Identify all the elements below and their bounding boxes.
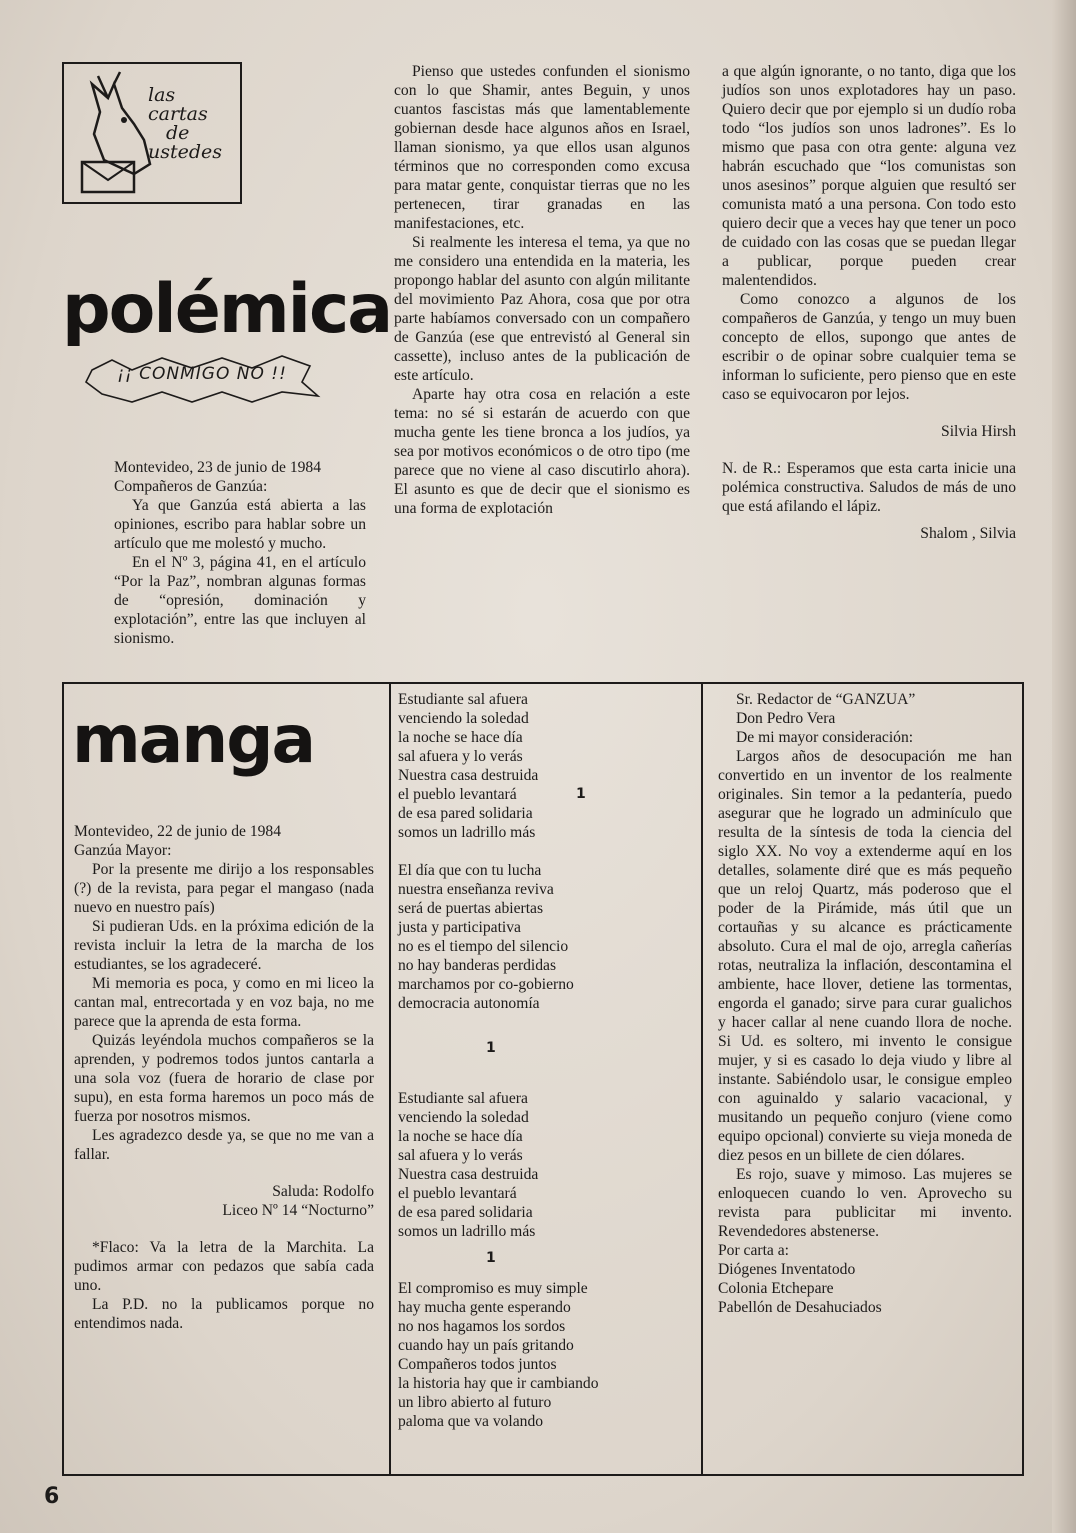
section-logo [62, 62, 242, 204]
letter1-salutation: Compañeros de Ganzúa: [114, 478, 268, 495]
column-divider [389, 682, 391, 1476]
chorus-marker: 1 [576, 786, 586, 802]
letter1-signature: Silvia Hirsh [941, 423, 1016, 440]
letter2-salutation: Ganzúa Mayor: [74, 842, 172, 859]
lyric-line: hay mucha gente esperando [398, 1299, 571, 1316]
song-stanza [398, 861, 688, 1013]
lyric-line: democracia autonomía [398, 995, 540, 1012]
lyric-line: Estudiante sal afuera [398, 691, 528, 708]
song-stanza [398, 1089, 688, 1241]
lyric-line: no nos hagamos los sordos [398, 1318, 566, 1335]
lyric-line: la noche se hace día [398, 729, 523, 746]
song-stanza [398, 1279, 688, 1431]
letter3-contact: Pabellón de Desahuciados [718, 1299, 882, 1316]
letter1-column2 [394, 62, 690, 518]
letter1-date: Montevideo, 23 de junio de 1984 [114, 459, 322, 476]
lyric-line: El día que con tu lucha [398, 862, 542, 879]
letter2-paragraph: Por la presente me dirijo a los responsables (?) de la revista, para pegar el mangaso (nada nuevo en nuestro país) [74, 861, 374, 916]
lyric-line: será de puertas abiertas [398, 900, 544, 917]
letter2-paragraph: Quizás leyéndola muchos compañeros se la aprenden, y podremos todos juntos cantarla a una sola voz (fuera de horario de clase por supu), en esta forma haremos un poco más de fuerza por nosotros mismos. [74, 1032, 374, 1125]
song-stanza [398, 690, 688, 842]
lyric-line: el pueblo levantará [398, 1185, 517, 1202]
lyric-line: un libro abierto al futuro [398, 1394, 552, 1411]
letter3-contact: Colonia Etchepare [718, 1280, 834, 1297]
letter1-paragraph: Si realmente les interesa el tema, ya que no me considero una entendida en la materia, les propongo hablar del asunto con algún militante del movimiento Paz Ahora, cosa que por otra parte habíamos conversado con un compañero de Ganzúa (ese que entrevistó al General sin cassette), incluso antes de la publicación de este artículo. [394, 234, 690, 384]
section-title-manga: manga [72, 701, 315, 778]
lyric-line: Nuestra casa destruida [398, 1166, 539, 1183]
editor-note: N. de R.: Esperamos que esta carta inicie una polémica constructiva. Saludos de más de uno que está afilando el lápiz. [722, 460, 1016, 515]
lyric-line: justa y participativa [398, 919, 521, 936]
letter2-school: Liceo Nº 14 “Nocturno” [222, 1202, 374, 1219]
letter1-paragraph: Como conozco a algunos de los compañeros de Ganzúa, y tengo un muy buen concepto de ellos, supongo que antes de escribir o de opinar sobre cualquier tema se informan lo suficiente, pero pienso que en este caso se equivocaron por lejos. [722, 291, 1016, 403]
editor-note-signoff: Shalom , Silvia [920, 525, 1016, 542]
tagline-text: ¡¡ CONMIGO NO !! [117, 364, 287, 384]
letter3-contact: Por carta a: [718, 1242, 790, 1259]
lyric-line: venciendo la soledad [398, 710, 529, 727]
lyric-line: paloma que va volando [398, 1413, 544, 1430]
chorus-marker: 1 [486, 1250, 496, 1266]
lyric-line: la noche se hace día [398, 1128, 523, 1145]
letter3-addressee-name: Don Pedro Vera [736, 710, 836, 727]
letter1-paragraph: En el Nº 3, página 41, en el artículo “Por la Paz”, nombran algunas formas de “opresión, dominación y explotación”, entre las que incluyen al sionismo. [114, 554, 366, 647]
page-spine-shadow [1052, 0, 1076, 1533]
letter1-paragraph: Pienso que ustedes confunden el sionismo con lo que Shamir, antes Beguin, y unos cuantos fascistas más que lamentablemente gobiernan desde hace algunos años en Israel, llaman sionismo, ya que ellos usan algunos términos que no corresponden como excusa para matar gente, conquistar tierras que no les pertenecen, tirar granadas en las manifestaciones, etc. [394, 63, 690, 232]
chorus-marker: 1 [486, 1040, 496, 1056]
letter3-paragraph: Largos años de desocupación me han convertido en un inventor de los realmente originales. Sin temor a la pedantería, puedo asegurar que he logrado un adminículo que resulta de la síntesis de toda la ciencia del siglo XX. No voy a extenderme aquí en los detalles, solamente diré que es más pequeño que un reloj Quartz, más poderoso que el poder de la Pirámide, más útil que un cortauñas y su alcance es prácticamente absoluto. Cura el mal de ojo, arregla cañerías rotas, neutraliza la inflación, descontamina el ambiente, hace llover, detiene las tormentas, engorda el ganado; sirve para curar gualichos y hacer callar al nene cuando llora de noche. Si Ud. es soltero, mi invento le consigue mujer, y si es casado lo deja viudo y libre al instante. Sabiéndolo usar, le consigue empleo con aguinaldo y salario vacacional, y musitando un pequeño conjuro (viene como equipo opcional) convierte su vieja moneda de diez pesos en un billete de cien dólares. [718, 748, 1012, 1164]
lyric-line: marchamos por co-gobierno [398, 976, 574, 993]
lyric-line: venciendo la soledad [398, 1109, 529, 1126]
lyric-line: el pueblo levantará [398, 786, 517, 803]
letter2-paragraph: Mi memoria es poca, y como en mi liceo la cantan mal, entrecortada y en voz baja, no me parece que la aprenda de esta forma. [74, 975, 374, 1030]
letter3-contact: Diógenes Inventatodo [718, 1261, 856, 1278]
lyric-line: somos un ladrillo más [398, 824, 536, 841]
letter2-paragraph: Les agradezco desde ya, se que no me van a fallar. [74, 1127, 374, 1163]
lyric-line: sal afuera y lo verás [398, 748, 523, 765]
logo-lettering: las cartas de ustedes [148, 84, 223, 163]
letter2-column [74, 822, 374, 1333]
lyric-line: nuestra enseñanza reviva [398, 881, 554, 898]
lyric-line: Nuestra casa destruida [398, 767, 539, 784]
lyric-line: no hay banderas perdidas [398, 957, 557, 974]
lyric-line: la historia hay que ir cambiando [398, 1375, 599, 1392]
lyric-line: de esa pared solidaria [398, 1204, 533, 1221]
letter1-paragraph: Ya que Ganzúa está abierta a las opiniones, escribo para hablar sobre un artículo que me molestó y mucho. [114, 497, 366, 552]
letter1-column1 [114, 458, 366, 648]
section-title-polemica: polémica [62, 270, 392, 349]
letter2-reply: La P.D. no la publicamos porque no entendimos nada. [74, 1296, 374, 1332]
letter3-salutation: De mi mayor consideración: [736, 729, 914, 746]
letter2-reply: *Flaco: Va la letra de la Marchita. La pudimos armar con pedazos que sabía cada uno. [74, 1239, 374, 1294]
lyric-line: de esa pared solidaria [398, 805, 533, 822]
lyric-line: sal afuera y lo verás [398, 1147, 523, 1164]
lyric-line: Compañeros todos juntos [398, 1356, 557, 1373]
letter3-addressee: Sr. Redactor de “GANZUA” [736, 691, 916, 708]
letter3-column [718, 690, 1012, 1317]
lyric-line: cuando hay un país gritando [398, 1337, 574, 1354]
letter1-paragraph: Aparte hay otra cosa en relación a este tema: no sé si estarán de acuerdo con que mucha gente les tiene bronca a los judíos, ya sea por motivos económicos o de otro tipo (me parece que no viene al caso discutirlo ahora). El asunto es que de decir que el sionismo es una forma de explotación [394, 386, 690, 517]
lyric-line: Estudiante sal afuera [398, 1090, 528, 1107]
lyric-line: El compromiso es muy simple [398, 1280, 588, 1297]
lyric-line: no es el tiempo del silencio [398, 938, 569, 955]
letter1-column3 [722, 62, 1016, 543]
letter2-date: Montevideo, 22 de junio de 1984 [74, 823, 282, 840]
letter3-paragraph: Es rojo, suave y mimoso. Las mujeres se enloquecen cuando lo ven. Aprovecho su revista para publicitar mi invento. Revendedores abstenerse. [718, 1166, 1012, 1240]
column-divider [701, 682, 703, 1476]
lyric-line: somos un ladrillo más [398, 1223, 536, 1240]
tagline-banner [82, 352, 322, 408]
letter1-paragraph: a que algún ignorante, o no tanto, diga que los judíos son unos explotadores hay un paso. Quiero decir que por ejemplo si un dudío roba todo “los judíos son unos ladrones”. Es lo mismo que pasa con otra gente: alguna vez habrán escuchado que “los comunistas son unos asesinos” porque alguien que resultó ser comunista mató a una persona. Con todo esto quiero decir que a veces hay que tener un poco de cuidado con las cosas que se puedan llegar a publicar, porque pueden crear malentendidos. [722, 63, 1016, 289]
letter2-signature: Saluda: Rodolfo [272, 1183, 374, 1200]
letter2-paragraph: Si pudieran Uds. en la próxima edición de la revista incluir la letra de la marcha de los estudiantes, se los agradeceré. [74, 918, 374, 973]
song-lyrics-column [398, 690, 688, 1431]
page-number: 6 [44, 1484, 60, 1509]
